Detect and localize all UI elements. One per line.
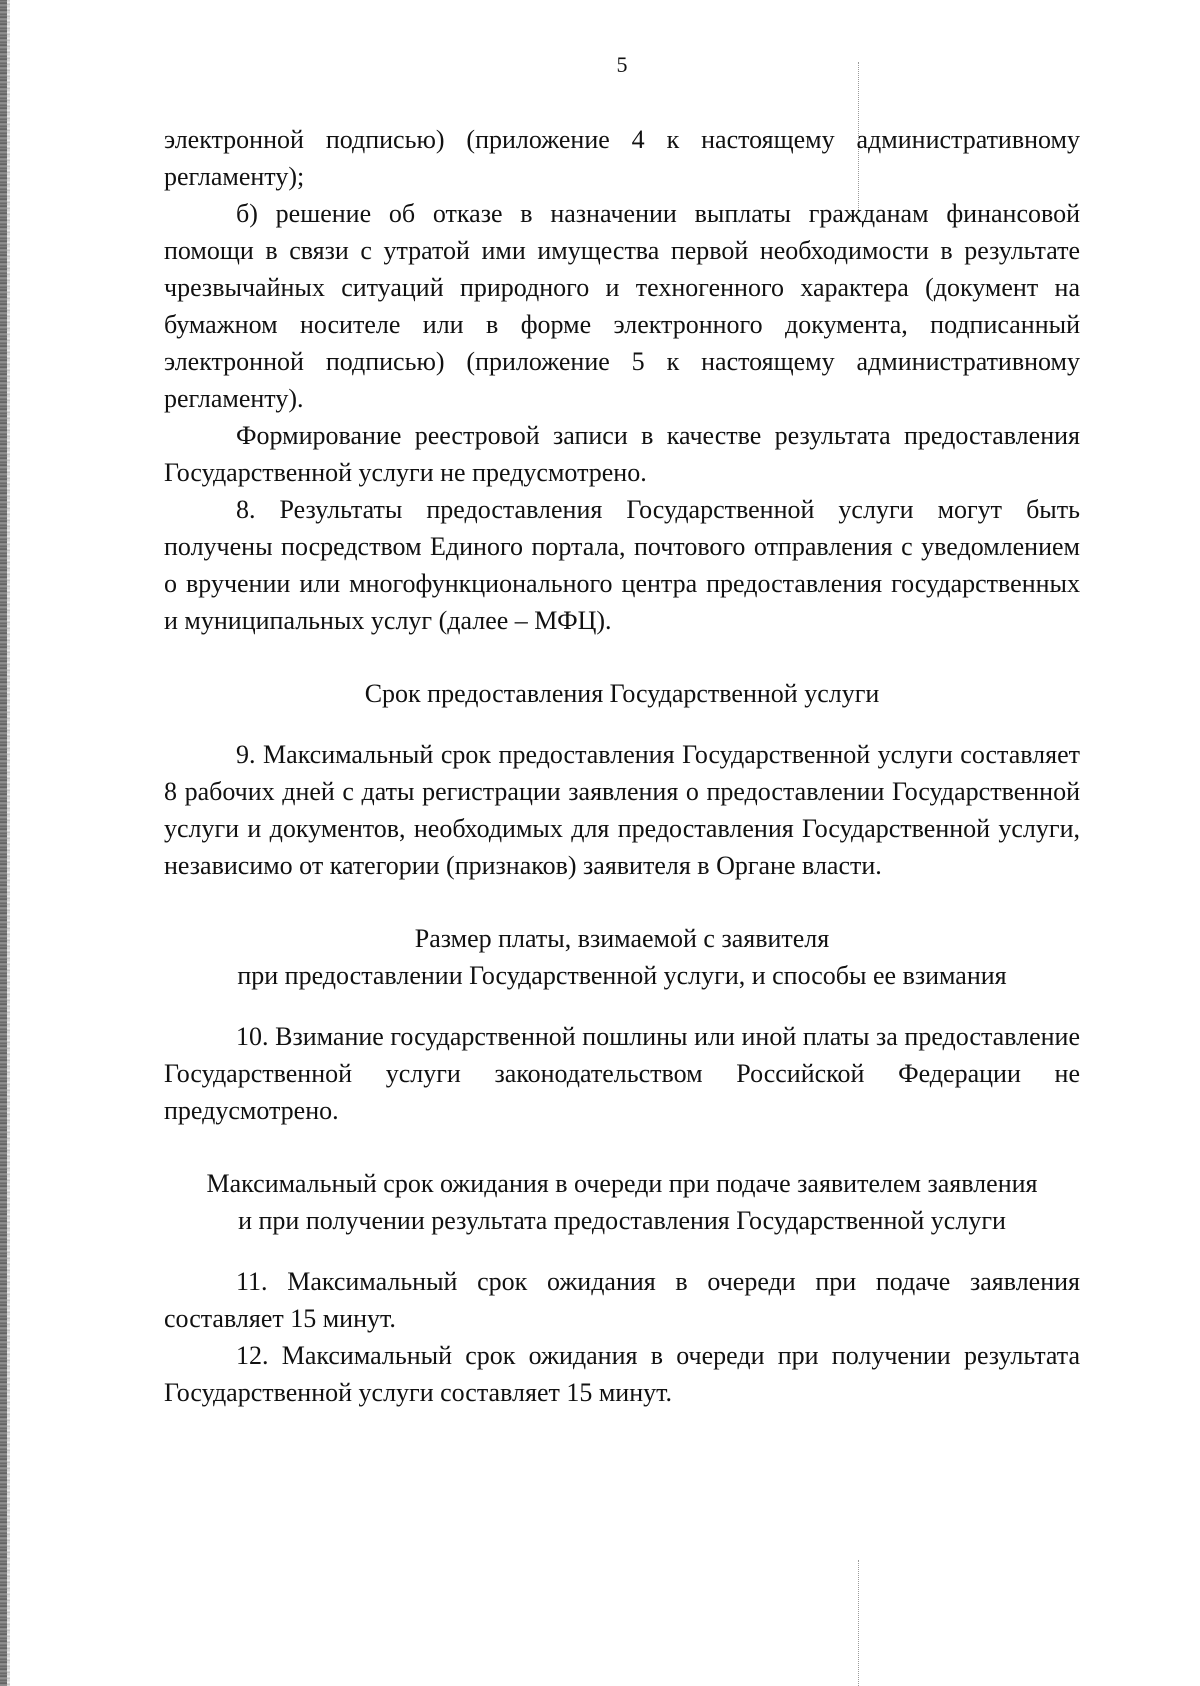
section-heading-queue xyxy=(164,1165,1080,1239)
paragraph-item-b: б) решение об отказе в назначении выплаты гражданам финансовой помощи в связи с утратой ими имущества первой необходимости в результате чрезвычайных ситуаций природного и техногенного характера (документ на бумажном носителе или в форме электронного документа, подписанный электронной подписью) (приложение 5 к настоящему административному регламенту). xyxy=(164,199,1080,413)
fold-mark-bottom xyxy=(858,1560,859,1686)
section-heading-queue-line2: и при получении результата предоставления Государственной услуги xyxy=(238,1206,1006,1235)
section-heading-queue-line1: Максимальный срок ожидания в очереди при подаче заявителем заявления xyxy=(206,1169,1038,1198)
section-heading-fee-line2: при предоставлении Государственной услуги, и способы ее взимания xyxy=(237,961,1007,990)
paragraph-registry-record: Формирование реестровой записи в качестве результата предоставления Государственной услуги не предусмотрено. xyxy=(164,421,1080,487)
section-heading-fee-line1: Размер платы, взимаемой с заявителя xyxy=(414,924,830,953)
paragraph-12: 12. Максимальный срок ожидания в очереди при получении результата Государственной услуги составляет 15 минут. xyxy=(164,1341,1080,1407)
paragraph-8: 8. Результаты предоставления Государственной услуги могут быть получены посредством Единого портала, почтового отправления с уведомлением о вручении или многофункционального центра предоставления государственных и муниципальных услуг (далее – МФЦ). xyxy=(164,495,1080,635)
document-page xyxy=(164,46,1080,1411)
scan-edge-shadow xyxy=(7,0,10,1686)
section-heading-term: Срок предоставления Государственной услуги xyxy=(364,679,880,708)
paragraph-11: 11. Максимальный срок ожидания в очереди при подаче заявления составляет 15 минут. xyxy=(164,1267,1080,1333)
scan-edge xyxy=(0,0,7,1686)
page-number: 5 xyxy=(616,52,628,77)
paragraph-9: 9. Максимальный срок предоставления Государственной услуги составляет 8 рабочих дней с даты регистрации заявления о предоставлении Государственной услуги и документов, необходимых для предоставления Государственной услуги, независимо от категории (признаков) заявителя в Органе власти. xyxy=(164,740,1080,880)
section-heading-fee xyxy=(164,920,1080,994)
paragraph-continuation: электронной подписью) (приложение 4 к настоящему административному регламенту); xyxy=(164,125,1080,191)
paragraph-10: 10. Взимание государственной пошлины или иной платы за предоставление Государственной услуги законодательством Российской Федерации не предусмотрено. xyxy=(164,1022,1080,1125)
